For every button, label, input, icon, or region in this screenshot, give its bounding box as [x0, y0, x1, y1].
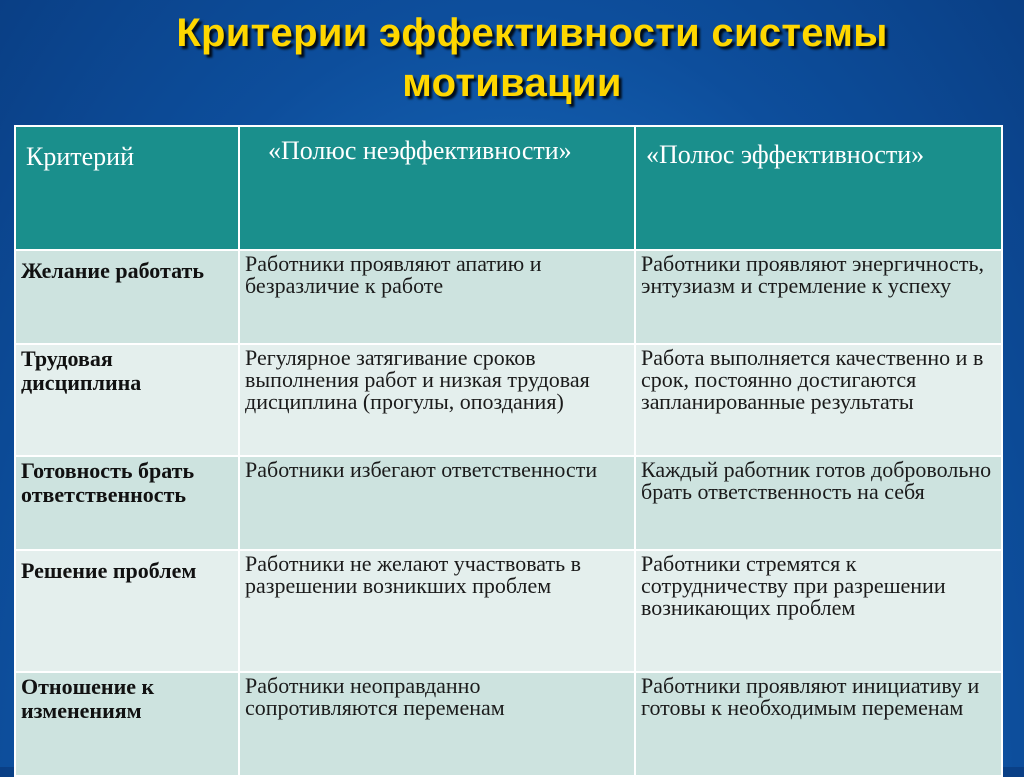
table-row — [15, 456, 1002, 550]
criterion-cell: Отношение к изменениям — [15, 672, 239, 776]
criteria-table — [14, 125, 1003, 777]
criterion-cell: Желание работать — [15, 250, 239, 344]
efficiency-cell: Работники проявляют инициативу и готовы к необходимым переменам — [635, 672, 1002, 776]
table-row — [15, 344, 1002, 456]
slide-title — [0, 8, 1024, 108]
header-criterion: Критерий — [15, 126, 239, 250]
inefficiency-cell: Работники избегают ответственности — [239, 456, 635, 550]
efficiency-cell: Каждый работник готов добровольно брать ответственность на себя — [635, 456, 1002, 550]
header-inefficiency-pole: «Полюс неэффективности» — [239, 126, 635, 250]
table-header-row — [15, 126, 1002, 250]
table-row — [15, 550, 1002, 672]
efficiency-cell: Работники проявляют энергичность, энтузиазм и стремление к успеху — [635, 250, 1002, 344]
criterion-cell: Решение проблем — [15, 550, 239, 672]
table-row — [15, 250, 1002, 344]
header-efficiency-pole: «Полюс эффективности» — [635, 126, 1002, 250]
title-line-1: Критерии эффективности системы — [176, 11, 888, 55]
table-row — [15, 672, 1002, 776]
criterion-cell: Трудовая дисциплина — [15, 344, 239, 456]
inefficiency-cell: Работники проявляют апатию и безразличие к работе — [239, 250, 635, 344]
title-line-2: мотивации — [402, 61, 622, 105]
criterion-cell: Готовность брать ответственность — [15, 456, 239, 550]
inefficiency-cell: Регулярное затягивание сроков выполнения работ и низкая трудовая дисциплина (прогулы, опоздания) — [239, 344, 635, 456]
efficiency-cell: Работа выполняется качественно и в срок, постоянно достигаются запланированные результаты — [635, 344, 1002, 456]
inefficiency-cell: Работники не желают участвовать в разрешении возникших проблем — [239, 550, 635, 672]
efficiency-cell: Работники стремятся к сотрудничеству при разрешении возникающих проблем — [635, 550, 1002, 672]
inefficiency-cell: Работники неоправданно сопротивляются переменам — [239, 672, 635, 776]
